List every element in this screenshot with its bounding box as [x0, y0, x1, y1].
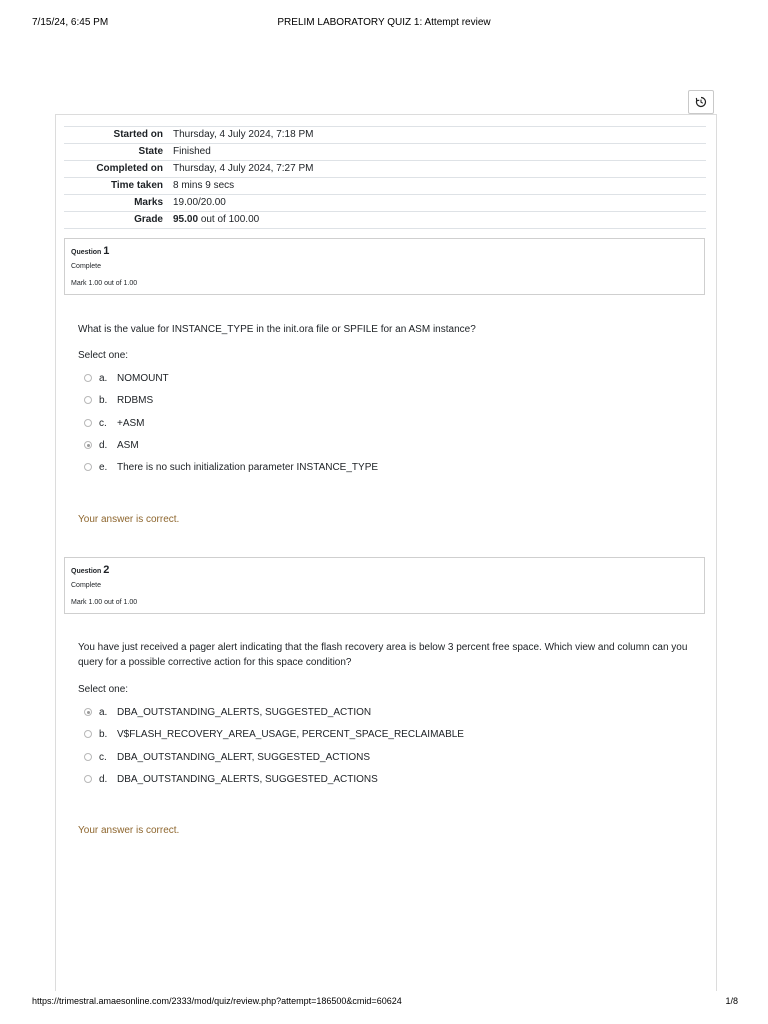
- print-datetime: 7/15/24, 6:45 PM: [32, 17, 109, 28]
- summary-label: Completed on: [64, 161, 173, 178]
- select-one-prompt: Select one:: [78, 350, 129, 361]
- option-letter: b.: [99, 394, 108, 406]
- radio-button[interactable]: [84, 419, 92, 427]
- answer-option-selected[interactable]: [84, 438, 139, 452]
- radio-button[interactable]: [84, 753, 92, 761]
- question-mark: Mark 1.00 out of 1.00: [71, 599, 138, 606]
- radio-button[interactable]: [84, 775, 92, 783]
- summary-value: [173, 212, 706, 229]
- page-number: 1/8: [725, 996, 738, 1006]
- summary-label: Started on: [64, 127, 173, 144]
- print-header: [32, 17, 736, 33]
- option-text: DBA_OUTSTANDING_ALERT, SUGGESTED_ACTIONS: [117, 751, 371, 763]
- answer-option[interactable]: [84, 460, 378, 474]
- question-text: What is the value for INSTANCE_TYPE in the init.ora file or SPFILE for an ASM instance?: [78, 324, 476, 335]
- option-letter: e.: [99, 461, 108, 473]
- radio-button-selected[interactable]: [84, 441, 92, 449]
- print-footer: [32, 996, 738, 1010]
- question-number: [71, 245, 109, 257]
- radio-button-selected[interactable]: [84, 708, 92, 716]
- answer-option[interactable]: [84, 416, 145, 430]
- history-icon: [695, 96, 707, 108]
- question-info-1: [64, 238, 705, 295]
- summary-row-state: [64, 144, 706, 161]
- question-word: Question: [71, 249, 102, 256]
- option-letter: d.: [99, 439, 108, 451]
- summary-value: Thursday, 4 July 2024, 7:27 PM: [173, 161, 706, 178]
- question-word: Question: [71, 568, 102, 575]
- answer-feedback: Your answer is correct.: [78, 514, 180, 525]
- answer-option-selected[interactable]: [84, 705, 371, 719]
- question-info-2: [64, 557, 705, 614]
- print-page-title: PRELIM LABORATORY QUIZ 1: Attempt review: [277, 17, 491, 28]
- summary-row-time-taken: [64, 178, 706, 195]
- answer-feedback: Your answer is correct.: [78, 825, 180, 836]
- history-button[interactable]: [688, 90, 714, 114]
- option-text: RDBMS: [117, 394, 154, 406]
- option-text: DBA_OUTSTANDING_ALERTS, SUGGESTED_ACTION: [117, 706, 372, 718]
- question-state: Complete: [71, 263, 101, 270]
- question-state: Complete: [71, 582, 101, 589]
- grade-score: 95.00: [173, 214, 199, 225]
- answer-option[interactable]: [84, 393, 153, 407]
- summary-label: Grade: [64, 212, 173, 229]
- summary-label: State: [64, 144, 173, 161]
- answer-option[interactable]: [84, 750, 370, 764]
- summary-row-marks: [64, 195, 706, 212]
- option-letter: d.: [99, 773, 108, 785]
- option-letter: c.: [99, 751, 107, 763]
- summary-row-started: [64, 127, 706, 144]
- question-mark: Mark 1.00 out of 1.00: [71, 280, 138, 287]
- question-number-value: 2: [103, 564, 110, 576]
- radio-button[interactable]: [84, 396, 92, 404]
- summary-row-grade: [64, 212, 706, 229]
- summary-value: 19.00/20.00: [173, 195, 706, 212]
- radio-button[interactable]: [84, 730, 92, 738]
- answer-option[interactable]: [84, 772, 378, 786]
- page-url: https://trimestral.amaesonline.com/2333/mod/quiz/review.php?attempt=186500&cmid=60624: [32, 996, 402, 1006]
- question-number-value: 1: [103, 245, 110, 257]
- radio-button[interactable]: [84, 463, 92, 471]
- option-letter: a.: [99, 372, 108, 384]
- grade-suffix: out of 100.00: [200, 214, 260, 225]
- answer-option[interactable]: [84, 371, 169, 385]
- summary-value: Thursday, 4 July 2024, 7:18 PM: [173, 127, 706, 144]
- option-letter: b.: [99, 728, 108, 740]
- option-text: +ASM: [117, 417, 145, 429]
- radio-button[interactable]: [84, 374, 92, 382]
- select-one-prompt: Select one:: [78, 684, 129, 695]
- attempt-summary-table: [64, 126, 706, 229]
- option-text: There is no such initialization parameter INSTANCE_TYPE: [117, 461, 379, 473]
- summary-label: Time taken: [64, 178, 173, 195]
- question-number: [71, 564, 109, 576]
- summary-row-completed: [64, 161, 706, 178]
- option-letter: c.: [99, 417, 107, 429]
- question-text: You have just received a pager alert indicating that the flash recovery area is below 3 percent free space. Which view and column can you query for a possible corrective action for this space condition?: [78, 642, 688, 668]
- answer-option[interactable]: [84, 727, 464, 741]
- summary-label: Marks: [64, 195, 173, 212]
- option-text: NOMOUNT: [117, 372, 169, 384]
- summary-value: 8 mins 9 secs: [173, 178, 706, 195]
- option-text: ASM: [117, 439, 139, 451]
- option-letter: a.: [99, 706, 108, 718]
- option-text: DBA_OUTSTANDING_ALERTS, SUGGESTED_ACTIONS: [117, 773, 378, 785]
- summary-value: Finished: [173, 144, 706, 161]
- option-text: V$FLASH_RECOVERY_AREA_USAGE, PERCENT_SPACE_RECLAIMABLE: [117, 728, 464, 740]
